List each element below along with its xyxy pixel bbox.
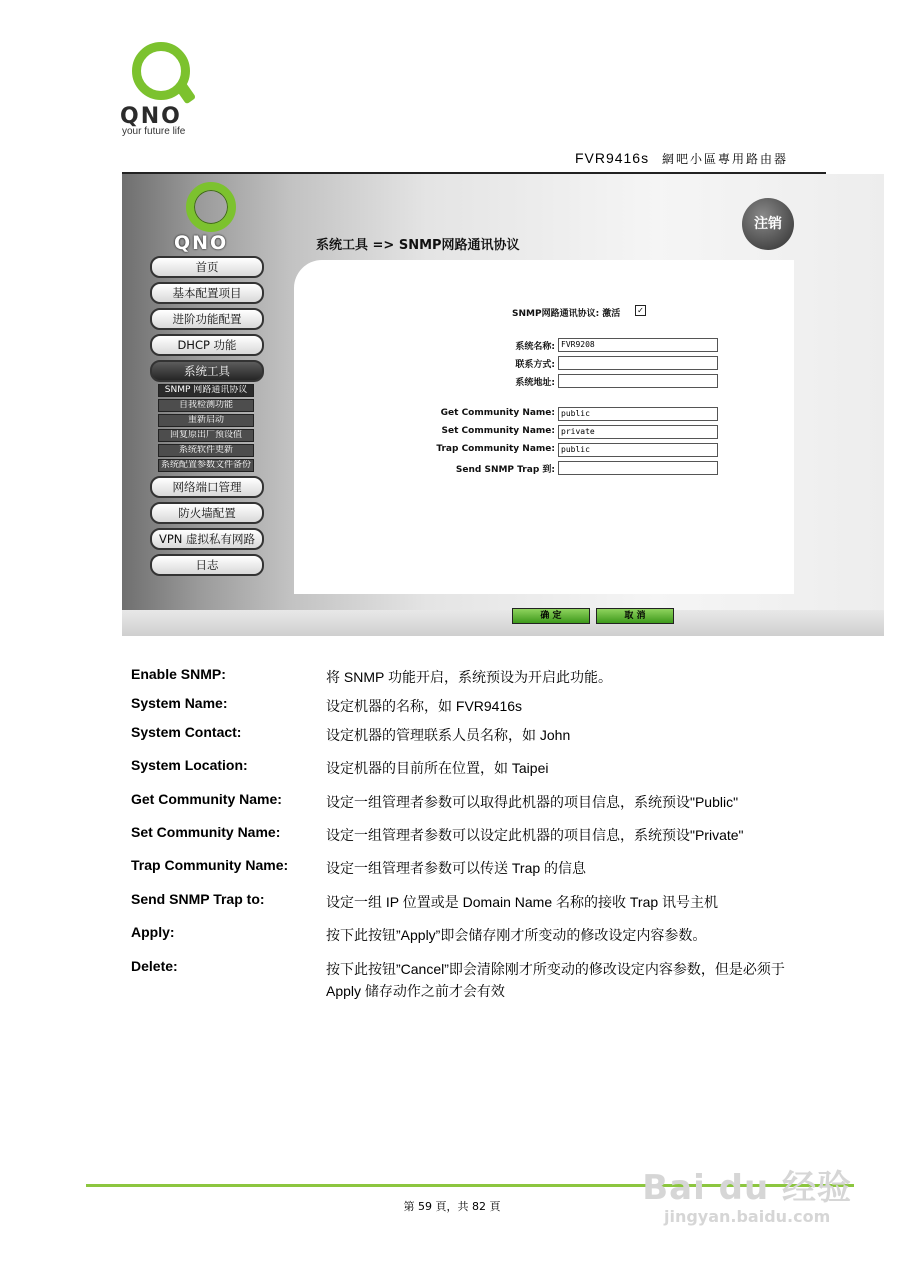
desc-term: Set Community Name: <box>131 824 281 840</box>
logout-button[interactable]: 注销 <box>742 198 794 250</box>
set-community-input[interactable]: private <box>558 425 718 439</box>
logo-word: QNO <box>120 104 182 129</box>
desc-definition: 设定一组管理者参数可以传送 Trap 的信息 <box>326 860 587 876</box>
desc-definition: 设定一组管理者参数可以设定此机器的项目信息，系统预设"Private" <box>326 827 744 843</box>
system-tools-submenu <box>158 384 254 472</box>
model-header <box>575 150 788 167</box>
system-name-input[interactable]: FVR9208 <box>558 338 718 352</box>
nav-dhcp[interactable]: DHCP 功能 <box>150 334 264 356</box>
nav-basic-config[interactable]: 基本配置项目 <box>150 282 264 304</box>
desc-definition: 将 SNMP 功能开启，系统预设为开启此功能。 <box>326 669 612 685</box>
send-trap-input[interactable] <box>558 461 718 475</box>
desc-term: Trap Community Name: <box>131 857 289 873</box>
watermark-url: jingyan.baidu.com <box>663 1207 831 1226</box>
trap-community-label: Trap Community Name: <box>436 444 555 454</box>
nav-advanced-config[interactable]: 进阶功能配置 <box>150 308 264 330</box>
baidu-watermark <box>642 1160 852 1226</box>
nav-vpn[interactable]: VPN 虚拟私有网路 <box>150 528 264 550</box>
nav-home[interactable]: 首页 <box>150 256 264 278</box>
router-page-title: 系统工具 => SNMP网路通讯协议 <box>316 238 520 253</box>
router-logo-word: QNO <box>174 232 229 254</box>
system-location-label: 系统地址: <box>515 378 555 388</box>
qno-logo <box>120 40 200 138</box>
subnav-self-test[interactable]: 自我检测功能 <box>158 399 254 412</box>
desc-term: Delete: <box>131 958 178 974</box>
desc-definition: 设定机器的名称，如 FVR9416s <box>326 698 523 714</box>
system-location-input[interactable] <box>558 374 718 388</box>
logo-tagline: your future life <box>122 126 186 137</box>
subnav-config-backup[interactable]: 系统配置参数文件备份 <box>158 459 254 472</box>
desc-term: Enable SNMP: <box>131 666 226 682</box>
subnav-firmware-update[interactable]: 系统软件更新 <box>158 444 254 457</box>
router-logo <box>174 180 244 254</box>
desc-term: Get Community Name: <box>131 791 282 807</box>
desc-definition: 按下此按钮”Cancel”即会清除刚才所变动的修改设定内容参数，但是必须于 Apply 储存动作之前才会有效 <box>326 961 785 999</box>
get-community-label: Get Community Name: <box>440 408 555 418</box>
router-nav <box>150 256 264 580</box>
system-contact-label: 联系方式: <box>515 360 555 370</box>
desc-definition: 设定机器的目前所在位置，如 Taipei <box>326 760 549 776</box>
nav-port-management[interactable]: 网络端口管理 <box>150 476 264 498</box>
set-community-label: Set Community Name: <box>441 426 555 436</box>
watermark-main: Bai du 经验 <box>642 1168 852 1208</box>
desc-definition: 设定机器的管理联系人员名称，如 John <box>326 727 571 743</box>
cancel-button[interactable]: 取 消 <box>596 608 674 624</box>
desc-definition: 设定一组管理者参数可以取得此机器的项目信息，系统预设"Public" <box>326 794 739 810</box>
system-contact-input[interactable] <box>558 356 718 370</box>
subnav-restart[interactable]: 重新启动 <box>158 414 254 427</box>
snmp-enable-label: SNMP网路通讯协议: 激活 <box>512 309 621 319</box>
snmp-enable-checkbox[interactable]: ✓ <box>635 305 646 316</box>
page-number: 第 59 頁，共 82 頁 <box>403 1200 501 1213</box>
subnav-factory-reset[interactable]: 回复原出厂预设值 <box>158 429 254 442</box>
send-trap-label: Send SNMP Trap 到: <box>455 465 555 475</box>
model-number: FVR9416s <box>574 150 650 166</box>
desc-term: Send SNMP Trap to: <box>131 891 265 907</box>
nav-firewall[interactable]: 防火墙配置 <box>150 502 264 524</box>
trap-community-input[interactable]: public <box>558 443 718 457</box>
system-name-label: 系统名称: <box>515 342 555 352</box>
router-q-logo-icon <box>186 182 236 232</box>
desc-definition: 设定一组 IP 位置或是 Domain Name 名称的接收 Trap 讯号主机 <box>326 894 719 910</box>
desc-term: Apply: <box>131 924 175 940</box>
router-ui-screenshot <box>122 174 884 636</box>
screenshot-bottom-band <box>122 610 884 636</box>
ok-button[interactable]: 确 定 <box>512 608 590 624</box>
desc-term: System Location: <box>131 757 248 773</box>
nav-system-tools[interactable]: 系统工具 <box>150 360 264 382</box>
subnav-snmp[interactable]: SNMP 网路通讯协议 <box>158 384 254 397</box>
desc-term: System Contact: <box>131 724 242 740</box>
model-description: 網吧小區專用路由器 <box>661 152 788 166</box>
get-community-input[interactable]: public <box>558 407 718 421</box>
nav-log[interactable]: 日志 <box>150 554 264 576</box>
desc-term: System Name: <box>131 695 228 711</box>
desc-definition: 按下此按钮”Apply”即会储存刚才所变动的修改设定内容参数。 <box>326 927 707 943</box>
qno-q-logo-icon <box>132 42 190 100</box>
